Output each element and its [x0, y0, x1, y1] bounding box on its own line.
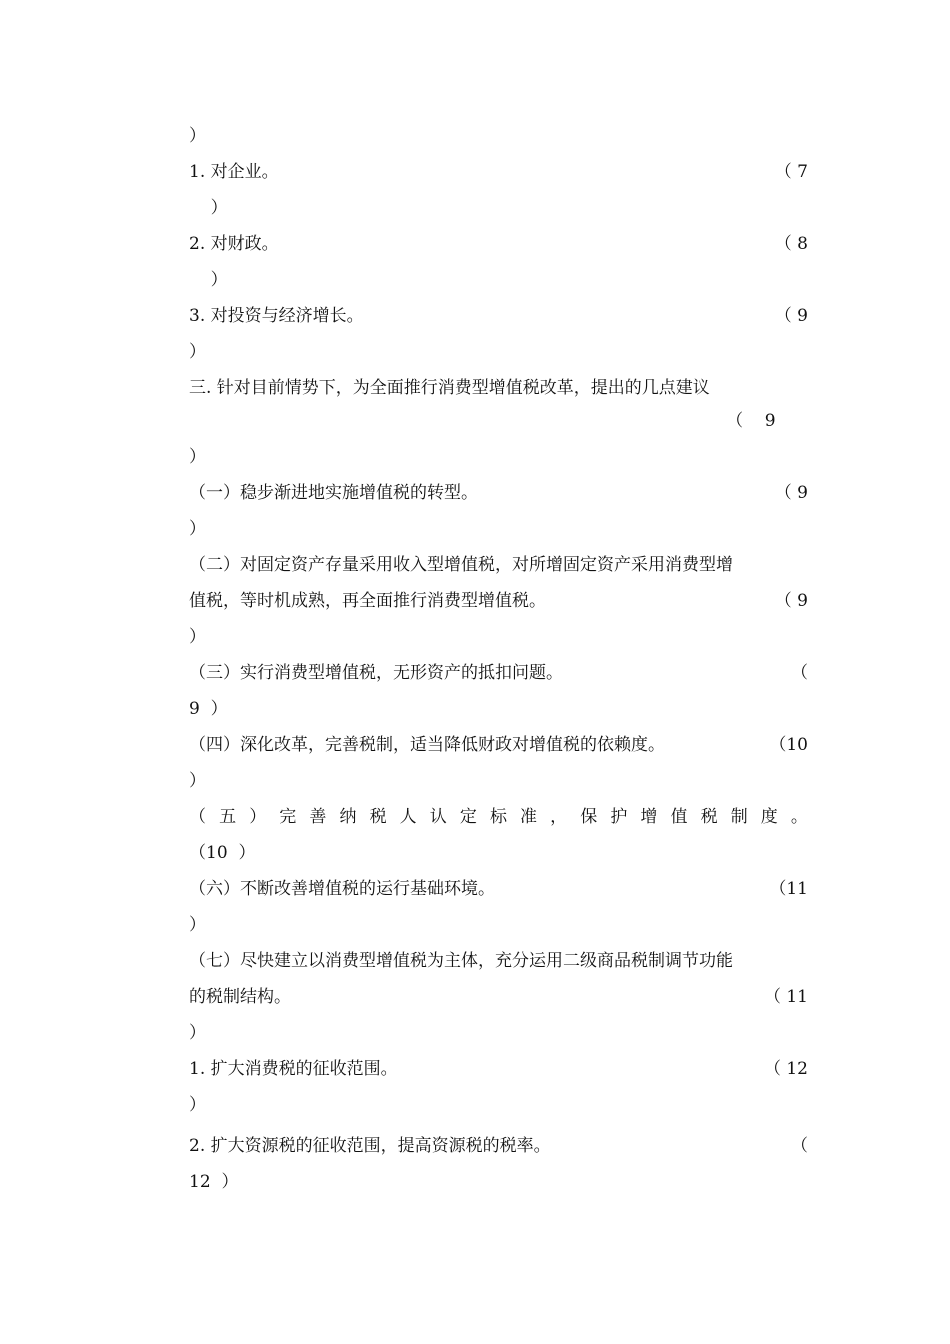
toc-line-justified: （ 五 ） 完 善 纳 税 人 认 定 标 准 ， 保 护 增 值 税 制 度 。	[189, 807, 808, 827]
page-number: （ 9	[774, 306, 808, 326]
page-number: （10 ）	[189, 843, 256, 863]
toc-line	[189, 694, 808, 724]
page-number: （	[791, 663, 808, 683]
page-number: （ 11	[763, 987, 808, 1007]
page-number: 9 ）	[189, 699, 228, 719]
toc-line	[189, 1054, 808, 1084]
toc-line	[189, 406, 808, 436]
toc-line	[189, 982, 808, 1012]
toc-line	[189, 874, 808, 904]
page-number: （ 12	[763, 1059, 808, 1079]
page-number: （11	[769, 879, 808, 899]
page-number: （ 7	[774, 162, 808, 182]
toc-entry: 值税，等时机成熟，再全面推行消费型增值税。	[189, 591, 546, 611]
toc-line	[189, 658, 808, 688]
toc-line: ）	[189, 1023, 206, 1043]
toc-entry: 1. 对企业。	[189, 162, 279, 182]
toc-entry: 1. 扩大消费税的征收范围。	[189, 1059, 398, 1079]
toc-entry: 2. 对财政。	[189, 234, 279, 254]
toc-line	[189, 157, 808, 187]
page-number: （ 9	[726, 411, 808, 431]
toc-line	[189, 1167, 808, 1197]
toc-entry: （二）对固定资产存量采用收入型增值税，对所增固定资产采用消费型增	[189, 555, 733, 575]
toc-entry: （四）深化改革，完善税制，适当降低财政对增值税的依赖度。	[189, 735, 665, 755]
toc-line: ）	[189, 1095, 206, 1115]
toc-line	[189, 1131, 808, 1161]
toc-entry: 3. 对投资与经济增长。	[189, 306, 364, 326]
toc-line: ）	[189, 126, 206, 146]
page-number: （10	[769, 735, 808, 755]
page-number: 12 ）	[189, 1172, 239, 1192]
toc-entry: （六）不断改善增值税的运行基础环境。	[189, 879, 495, 899]
toc-line: ）	[189, 915, 206, 935]
page-number: （ 9	[774, 591, 808, 611]
toc-heading: 三. 针对目前情势下，为全面推行消费型增值税改革，提出的几点建议	[189, 378, 710, 398]
page-number: （	[791, 1136, 808, 1156]
toc-line: ）	[189, 519, 206, 539]
toc-line: ）	[189, 771, 206, 791]
toc-line	[189, 301, 808, 331]
toc-line	[189, 586, 808, 616]
toc-line	[189, 373, 808, 403]
toc-line	[189, 478, 808, 508]
toc-line: ）	[189, 198, 228, 218]
toc-line: ）	[189, 270, 228, 290]
toc-entry: （一）稳步渐进地实施增值税的转型。	[189, 483, 478, 503]
toc-line: ）	[189, 447, 206, 467]
toc-entry: （七）尽快建立以消费型增值税为主体，充分运用二级商品税制调节功能	[189, 951, 733, 971]
toc-line: ）	[189, 342, 206, 362]
toc-line	[189, 730, 808, 760]
toc-line	[189, 550, 808, 580]
toc-line	[189, 946, 808, 976]
toc-entry: （三）实行消费型增值税，无形资产的抵扣问题。	[189, 663, 563, 683]
page-number: （ 8	[774, 234, 808, 254]
toc-line	[189, 229, 808, 259]
page-number: （ 9	[774, 483, 808, 503]
toc-line	[189, 838, 808, 868]
toc-line: ）	[189, 627, 206, 647]
toc-entry: 的税制结构。	[189, 987, 291, 1007]
toc-entry: 2. 扩大资源税的征收范围，提高资源税的税率。	[189, 1136, 551, 1156]
